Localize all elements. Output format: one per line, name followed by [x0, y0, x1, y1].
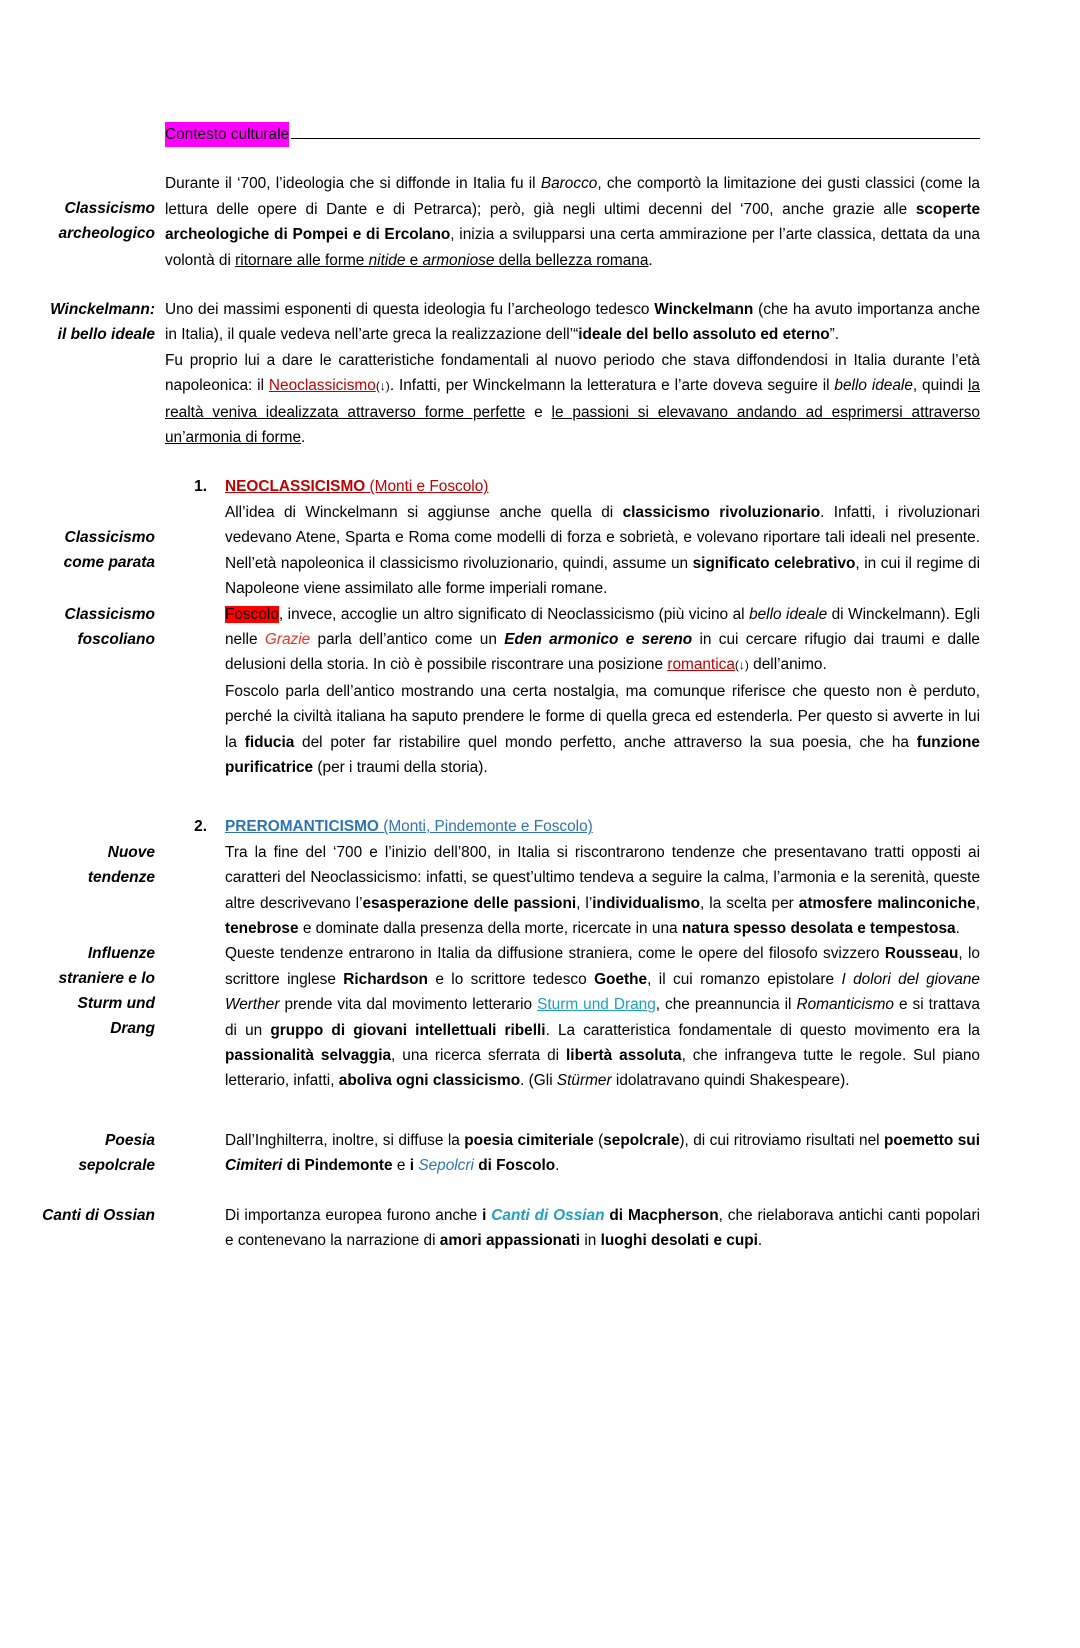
neo-p2-em1: bello ideale [749, 605, 828, 623]
neo-p2-b1: Eden armonico e sereno [504, 630, 693, 648]
prer-p2-t11: . (Gli [520, 1072, 557, 1090]
intro-em-barocco: Barocco [540, 175, 598, 193]
list-number-2: 2. [194, 818, 207, 836]
oss-t4: . [757, 1232, 763, 1250]
section-neoclassicismo-a [0, 500, 1080, 602]
prer-p1-t3: , la scelta per [700, 894, 799, 912]
gutter-line-1: Classicismo [64, 200, 155, 218]
w-p1-b1: Winckelmann [654, 301, 754, 319]
w-p2-u1: la realtà veniva idealizzata attraverso forme perfette [165, 377, 980, 421]
list-number-1: 1. [194, 478, 207, 496]
prer-p2-b7: aboliva ogni classicismo [338, 1072, 521, 1090]
gutter-classicismo-foscoliano [0, 602, 165, 781]
poesia-paragraph [225, 1128, 980, 1179]
w-p1-b2: ideale del bello assoluto ed eterno [578, 326, 830, 344]
prer-paragraph-1 [225, 840, 980, 942]
prer-p2-b3: Goethe [594, 970, 648, 988]
neo-p3-b1: fiducia [244, 733, 295, 751]
prer-p2-t7: e si trattava di un [225, 996, 980, 1039]
gutter-line-2: il bello ideale [57, 326, 155, 344]
heading-body [165, 122, 980, 147]
neoclassicismo-title-row [165, 474, 980, 499]
poe-t5: . [555, 1157, 560, 1175]
gutter-line-1: Influenze [87, 945, 155, 963]
neo-p3-t3: (per i traumi della storia). [313, 758, 488, 776]
winckelmann-paragraph-2 [165, 348, 980, 451]
oss-b4: luoghi desolati e cupi [600, 1232, 758, 1250]
poe-em-sepolcri: Sepolcri [418, 1157, 474, 1175]
gutter-line-3: Sturm und [77, 995, 155, 1013]
prer-p2-em2: Romanticismo [796, 996, 894, 1014]
section-neoclassicismo-b [0, 602, 1080, 781]
prer-p1-b5: natura spesso desolata e tempestosa [681, 919, 956, 937]
neoclassicismo-title-sub: (Monti e Foscolo) [365, 478, 489, 496]
section-preromanticismo-b [0, 941, 1080, 1093]
gutter-line-1: Poesia [105, 1131, 155, 1149]
intro-text-1: Durante il ‘700, l’ideologia che si diffonde in Italia fu il [165, 175, 541, 193]
prer-p1-t1: Tra la fine del ‘700 e l’inizio dell’800, in Italia si riscontrarono tendenze che presentavano tratti opposti ai caratteri del Neoclassicismo: infatti, se quest’ultimo tendeva a seguire la calma, l’armonia e la serenità, queste altre descrivevano l’ [225, 843, 980, 912]
romantica-link[interactable]: romantica [667, 656, 735, 674]
poe-em-cimiteri: Cimiteri [225, 1157, 283, 1175]
preromanticismo-title-sub: (Monti, Pindemonte e Foscolo) [378, 818, 593, 836]
section-canti-ossian [0, 1203, 1080, 1254]
gutter-line-1: Nuove [107, 843, 155, 861]
w-p1-t1: Uno dei massimi esponenti di questa ideologia fu l’archeologo tedesco [165, 301, 655, 319]
w-p1-t2: (che ha avuto importanza anche in Italia), il quale vedeva nell’arte greca la realizzazione dell’“ [165, 301, 981, 344]
poesia-sepolcrale-body [165, 1128, 980, 1179]
heading-row [0, 122, 1080, 147]
intro-underline-group [235, 252, 648, 269]
prer-p2-t2: , lo scrittore inglese [225, 945, 980, 988]
intro-u-1: ritornare alle forme [235, 251, 369, 269]
document-page [0, 122, 1080, 1648]
w-p2-t2: . Infatti, per Winckelmann la letteratura e l’arte doveva seguire il [389, 377, 835, 395]
w-p2-t1: Fu proprio lui a dare le caratteristiche fondamentali al nuovo periodo che stava diffondendosi in Italia durante l’età napoleonica: il [165, 351, 980, 395]
gutter-line-1: Winckelmann: [50, 301, 155, 319]
oss-em-canti: Canti di Ossian [491, 1206, 605, 1224]
prer-p2-t12: idolatravano quindi Shakespeare). [611, 1072, 850, 1090]
preromanticismo-body-b [165, 941, 980, 1093]
prer-p1-t5: e dominate dalla presenza della morte, ricercate in una [298, 919, 682, 937]
section-preromanticismo-a [0, 840, 1080, 942]
neo-p2-t5: dell’animo. [748, 656, 827, 674]
gutter-line-4: Drang [110, 1020, 155, 1038]
gutter-line-1: Canti di Ossian [42, 1206, 155, 1224]
prer-p2-t9: , una ricerca sferrata di [391, 1047, 567, 1064]
prer-p1-t2: , l’ [576, 894, 593, 912]
gutter-poesia-sepolcrale [0, 1128, 165, 1179]
gutter-line-2: archeologico [58, 225, 155, 243]
gutter-line-2: foscoliano [77, 630, 155, 648]
neo-p1-t3: , in cui il regime di Napoleone viene assimilato alle forme imperiali romane. [225, 554, 980, 598]
poe-b1: poesia cimiteriale [464, 1131, 594, 1149]
winckelmann-body [165, 297, 980, 450]
prer-p2-t4: , il cui romanzo epistolare [647, 970, 842, 988]
neo-p2-t4: in cui cercare rifugio dai traumi e dalle delusioni della storia. In ciò è possibile riscontrare una posizione [225, 630, 980, 674]
intro-text-3: , inizia a svilupparsi una certa ammirazione per l’arte classica, dettata da una volontà di [165, 226, 980, 269]
neoclassicismo-title-body [165, 474, 980, 499]
neoclassicismo-body-b [165, 602, 980, 781]
neoclassicismo-body-a [165, 500, 980, 602]
prer-p1-t6: . [955, 919, 960, 937]
prer-p2-b5: passionalità selvaggia [225, 1047, 392, 1064]
oss-t1: Di importanza europea furono anche [225, 1206, 483, 1224]
gutter-winckelmann [0, 297, 165, 450]
neo-p1-t2: . Infatti, i rivoluzionari vedevano Atene, Sparta e Roma come modelli di forza e sobrietà, e volevano riportare tali ideali nel presente. Nell’età napoleonica il classicismo rivoluzionario, quindi, assume un [225, 503, 981, 572]
oss-b3: amori appassionati [439, 1232, 581, 1250]
section-neoclassicismo-title [0, 474, 1080, 499]
neo-p1-b1: classicismo rivoluzionario [622, 503, 821, 521]
poe-b3: poemetto sui [884, 1131, 980, 1149]
prer-p2-b2: Richardson [343, 970, 428, 988]
neo-paragraph-2 [225, 602, 980, 679]
prer-p2-b4: gruppo di giovani intellettuali ribelli [270, 1021, 546, 1039]
contesto-culturale-heading [165, 122, 980, 147]
gutter-line-2: sepolcrale [78, 1156, 155, 1174]
gutter-line-1: Classicismo [64, 528, 155, 546]
heading-gutter [0, 122, 165, 147]
neo-p2-t2: di Winckelmann). Egli nelle [225, 605, 980, 648]
poe-t1: Dall’Inghilterra, inoltre, si diffuse la [225, 1131, 465, 1149]
gutter-nuove-tendenze [0, 840, 165, 942]
preromanticismo-title-body [165, 814, 980, 839]
neoclassicismo-title [225, 474, 980, 499]
prer-paragraph-2 [225, 941, 980, 1093]
neo-paragraph-1 [225, 500, 980, 602]
w-p2-t5: . [301, 429, 306, 447]
neo-p3-t1: Foscolo parla dell’antico mostrando una certa nostalgia, ma comunque riferisce che questo non è perduto, perché la civiltà italiana ha saputo prendere le forme di quella greca ed estenderla. Per questo si avverte in lui la [225, 682, 980, 751]
gutter-influenze-straniere [0, 941, 165, 1093]
preromanticismo-title-row [165, 814, 980, 839]
poe-t3: ), di cui ritroviamo risultati nel [679, 1131, 885, 1149]
preromanticismo-title [225, 814, 980, 839]
prer-p2-t1: Queste tendenze entrarono in Italia da diffusione straniera, come le opere del filosofo svizzero [225, 945, 885, 963]
section-winckelmann [0, 297, 1080, 450]
prer-p2-t3: e lo scrittore tedesco [427, 970, 595, 988]
oss-t3: in [580, 1232, 601, 1250]
prer-p2-b6: libertà assoluta [566, 1047, 682, 1064]
prer-p2-b1: Rousseau [884, 945, 959, 963]
neo-p3-t2: del poter far ristabilire quel mondo perfetto, anche attraverso la sua poesia, che ha [294, 733, 917, 751]
sturm-und-drang-link[interactable]: Sturm und Drang [537, 996, 656, 1014]
poe-t4: e [392, 1157, 410, 1175]
poe-t2: ( [593, 1131, 604, 1149]
gutter-line-2: tendenze [87, 868, 155, 886]
section-preromanticismo-title [0, 814, 1080, 839]
intro-em-armoniose: armoniose [422, 251, 495, 269]
oss-b1: i [482, 1206, 492, 1224]
neo-p2-t3: parla dell’antico come un [310, 630, 505, 648]
w-p2-u2: le passioni si elevavano andando ad esprimersi attraverso un’armonia di forme [165, 403, 980, 447]
prer-p2-t6: , che preannuncia il [655, 996, 797, 1014]
gutter-line-2: come parata [63, 553, 155, 571]
prer-p2-em1: I dolori del giovane Werther [225, 970, 980, 1014]
intro-body [165, 171, 980, 273]
gutter-canti-ossian [0, 1203, 165, 1254]
w-p2-t3: , quindi [912, 377, 969, 395]
gutter-classicismo-archeologico [0, 171, 165, 273]
prer-p1-b2: individualismo [592, 894, 701, 912]
intro-u-3: della bellezza romana [494, 251, 649, 269]
w-p2-em: bello ideale [834, 377, 913, 395]
intro-bold-scoperte: scoperte archeologiche di Pompei e di Ercolano [165, 200, 980, 244]
gutter-classicismo-come-parata [0, 500, 165, 602]
gutter-preromanticismo-title [0, 814, 165, 839]
neoclassicismo-link[interactable]: Neoclassicismo [268, 377, 376, 395]
winckelmann-paragraph-1 [165, 297, 980, 348]
w-p2-t4: e [525, 403, 552, 421]
poe-b6: di Foscolo [473, 1157, 556, 1175]
down-arrow-icon: (↓) [734, 658, 749, 673]
w-p1-t3: ”. [829, 326, 840, 344]
prer-p1-b3: atmosfere malinconiche [798, 894, 976, 912]
neo-p2-em2-grazie: Grazie [264, 630, 311, 648]
neo-p1-t1: All’idea di Winckelmann si aggiunse anche quella di [225, 503, 623, 521]
neo-paragraph-3 [225, 679, 980, 781]
oss-t2: , che rielaborava antichi canti popolari e contenevano la narrazione di [225, 1206, 980, 1250]
prer-p2-t10: , che infrangeva tutte le regole. Sul piano letterario, infatti, [225, 1047, 980, 1090]
neo-p2-t1: , invece, accoglie un altro significato di Neoclassicismo (più vicino al [278, 605, 750, 623]
heading-text: Contesto culturale [165, 122, 289, 147]
heading-rule [291, 125, 980, 139]
poe-b4: di Pindemonte [282, 1157, 393, 1175]
ossian-paragraph [225, 1203, 980, 1254]
foscolo-highlight: Foscolo [225, 605, 279, 623]
prer-p1-b4: tenebrose [225, 919, 299, 937]
intro-text-4: . [648, 251, 653, 269]
oss-b2: di Macpherson [604, 1206, 719, 1224]
preromanticismo-title-main: PREROMANTICISMO [225, 818, 379, 836]
prer-p1-b1: esasperazione delle passioni [362, 894, 577, 912]
prer-p2-em3: Stürmer [556, 1072, 612, 1090]
prer-p2-t5: prende vita dal movimento letterario [279, 996, 538, 1014]
gutter-line-1: Classicismo [64, 605, 155, 623]
poe-b5: i [409, 1157, 419, 1175]
section-poesia-sepolcrale [0, 1128, 1080, 1179]
gutter-line-2: straniere e lo [58, 970, 155, 988]
prer-p1-t4: , [975, 894, 980, 912]
preromanticismo-body-a [165, 840, 980, 942]
intro-text-2: , che comportò la limitazione dei gusti classici (come la lettura delle opere di Dante e di Petrarca); però, già negli ultimi decenni del ‘700, anche grazie alle [165, 175, 980, 218]
neoclassicismo-title-main: NEOCLASSICISMO [225, 478, 366, 496]
section-intro [0, 171, 1080, 273]
intro-em-nitide: nitide [368, 251, 406, 269]
intro-paragraph [165, 171, 980, 273]
canti-ossian-body [165, 1203, 980, 1254]
prer-p2-t8: . La caratteristica fondamentale di questo movimento era la [545, 1021, 980, 1039]
gutter-neoclassicismo-title [0, 474, 165, 499]
neo-p3-b2: funzione purificatrice [225, 733, 980, 776]
down-arrow-icon: (↓) [375, 379, 390, 394]
intro-u-2: e [405, 251, 423, 269]
neo-p1-b2: significato celebrativo [692, 554, 856, 572]
poe-b2: sepolcrale [603, 1131, 680, 1149]
